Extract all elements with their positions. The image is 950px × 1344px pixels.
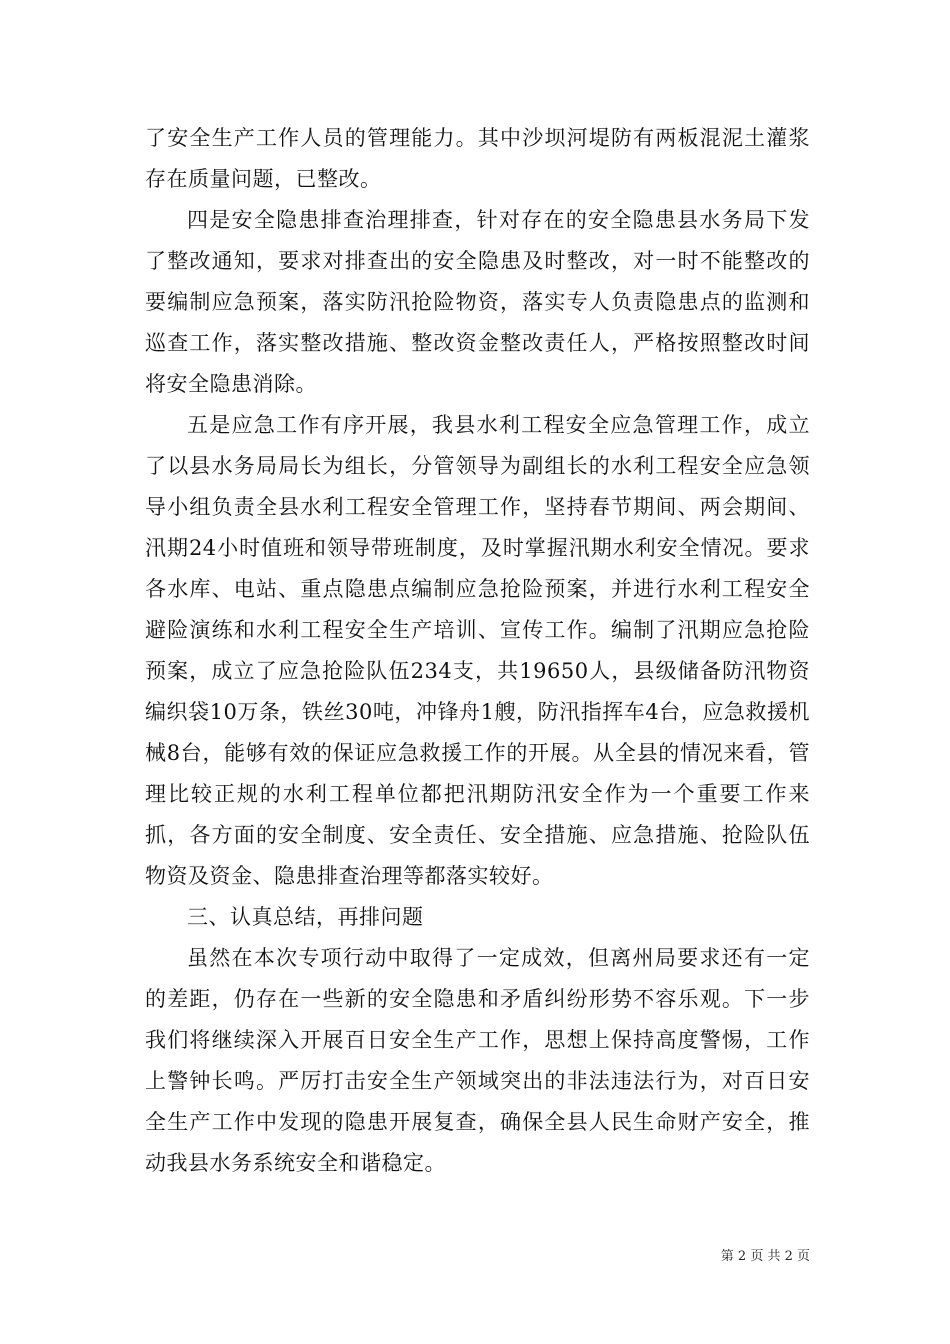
document-body <box>145 118 810 1184</box>
paragraph-summary: 虽然在本次专项行动中取得了一定成效，但离州局要求还有一定的差距，仍存在一些新的安全隐患和矛盾纠纷形势不容乐观。下一步我们将继续深入开展百日安全生产工作，思想上保持高度警惕，工作上警钟长鸣。严厉打击安全生产领域突出的非法违法行为，对百日安全生产工作中发现的隐患开展复查，确保全县人民生命财产安全，推动我县水务系统安全和谐稳定。 <box>145 946 810 1175</box>
paragraph-emergency-work: 五是应急工作有序开展，我县水利工程安全应急管理工作，成立了以县水务局局长为组长，分管领导为副组长的水利工程安全应急领导小组负责全县水利工程安全管理工作，坚持春节期间、两会期间、汛期24小时值班和领导带班制度，及时掌握汛期水利安全情况。要求各水库、电站、重点隐患点编制应急抢险预案，并进行水利工程安全避险演练和水利工程安全生产培训、宣传工作。编制了汛期应急抢险预案，成立了应急抢险队伍234支，共19650人，县级储备防汛物资编织袋10万条，铁丝30吨，冲锋舟1艘，防汛指挥车4台，应急救援机械8台，能够有效的保证应急救援工作的开展。从全县的情况来看，管理比较正规的水利工程单位都把汛期防汛安全作为一个重要工作来抓，各方面的安全制度、安全责任、安全措施、应急措施、抢险队伍物资及资金、隐患排查治理等都落实较好。 <box>145 413 810 888</box>
page-number-footer: 第 2 页 共 2 页 <box>720 1249 810 1264</box>
paragraph-continuation: 了安全生产工作人员的管理能力。其中沙坝河堤防有两板混泥土灌浆存在质量问题，已整改。 <box>145 126 810 191</box>
paragraph-hazard-inspection: 四是安全隐患排查治理排查，针对存在的安全隐患县水务局下发了整改通知，要求对排查出的安全隐患及时整改，对一时不能整改的要编制应急预案，落实防汛抢险物资，落实专人负责隐患点的监测和巡查工作，落实整改措施、整改资金整改责任人，严格按照整改时间将安全隐患消除。 <box>145 208 810 396</box>
section-heading: 三、认真总结，再排问题 <box>187 905 424 929</box>
